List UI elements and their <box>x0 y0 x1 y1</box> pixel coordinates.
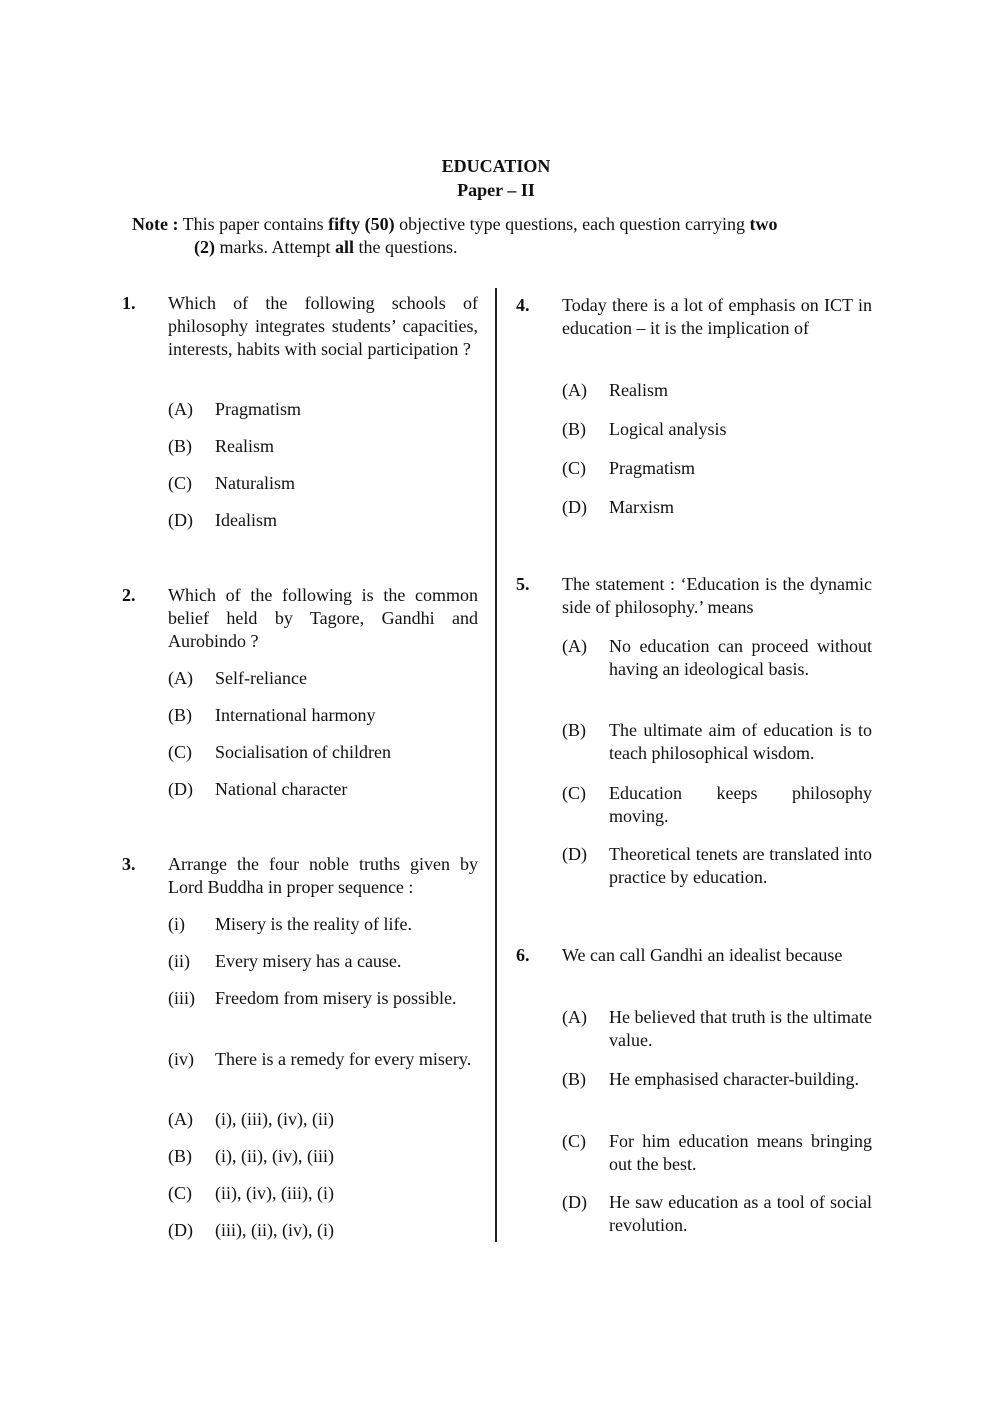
question-text: Which of the following is the common belief held by Tagore, Gandhi and Aurobindo ? <box>168 585 478 651</box>
question-number: 4. <box>516 295 530 315</box>
option-text: Logical analysis <box>609 419 727 439</box>
option-text: National character <box>215 779 348 799</box>
option-label: (D) <box>168 1220 193 1240</box>
question-text: The statement : ‘Education is the dynamic side of philosophy.’ means <box>562 574 872 617</box>
option-text: Education keeps philosophy moving. <box>609 783 872 826</box>
option-text: International harmony <box>215 705 376 725</box>
option-label: (C) <box>562 783 586 803</box>
option-label: (A) <box>562 380 587 400</box>
option-text: He saw education as a tool of social revolution. <box>609 1192 872 1235</box>
question-text: Arrange the four noble truths given by Lord Buddha in proper sequence : <box>168 854 478 897</box>
option-label: (B) <box>562 419 586 439</box>
note-bold: two <box>749 214 778 234</box>
item-label: (ii) <box>168 951 190 971</box>
question-number: 5. <box>516 574 530 594</box>
option-text: (i), (ii), (iv), (iii) <box>215 1146 334 1166</box>
option-text: Pragmatism <box>215 399 301 419</box>
note-label: Note : <box>132 214 179 234</box>
option-label: (C) <box>168 1183 192 1203</box>
option-label: (D) <box>168 510 193 530</box>
question-number: 2. <box>122 585 136 605</box>
option-text: Pragmatism <box>609 458 695 478</box>
item-text: Misery is the reality of life. <box>215 914 412 934</box>
option-label: (B) <box>168 705 192 725</box>
option-label: (A) <box>562 636 587 656</box>
note-bold: (2) <box>194 237 215 257</box>
option-label: (A) <box>562 1007 587 1027</box>
column-divider <box>495 288 497 1242</box>
note-bold: all <box>335 237 355 257</box>
option-text: (ii), (iv), (iii), (i) <box>215 1183 334 1203</box>
note-bold: fifty (50) <box>328 214 395 234</box>
option-label: (C) <box>168 473 192 493</box>
question-number: 1. <box>122 293 136 313</box>
option-text: Realism <box>215 436 274 456</box>
item-text: Every misery has a cause. <box>215 951 402 971</box>
question-text: We can call Gandhi an idealist because <box>562 945 843 965</box>
option-text: The ultimate aim of education is to teach philosophical wisdom. <box>609 720 872 763</box>
paper-title: Paper – II <box>457 180 535 200</box>
item-text: There is a remedy for every misery. <box>215 1049 472 1069</box>
option-text: Self-reliance <box>215 668 307 688</box>
option-label: (B) <box>168 436 192 456</box>
option-label: (D) <box>562 497 587 517</box>
option-label: (B) <box>562 720 586 740</box>
option-text: (i), (iii), (iv), (ii) <box>215 1109 334 1129</box>
option-text: (iii), (ii), (iv), (i) <box>215 1220 334 1240</box>
question-number: 6. <box>516 945 530 965</box>
note-text: marks. Attempt <box>215 237 335 257</box>
option-text: Marxism <box>609 497 674 517</box>
note-text: the questions. <box>354 237 458 257</box>
subject-title: EDUCATION <box>441 156 551 176</box>
option-label: (C) <box>562 458 586 478</box>
option-label: (C) <box>168 742 192 762</box>
option-label: (B) <box>562 1069 586 1089</box>
option-label: (D) <box>562 844 587 864</box>
option-label: (D) <box>168 779 193 799</box>
option-text: Realism <box>609 380 668 400</box>
question-text: Which of the following schools of philosophy integrates students’ capacities, interests, habits with social participation ? <box>168 293 478 359</box>
item-text: Freedom from misery is possible. <box>215 988 457 1008</box>
option-text: Theoretical tenets are translated into practice by education. <box>609 844 872 887</box>
option-text: No education can proceed without having an ideological basis. <box>609 636 872 679</box>
option-text: Idealism <box>215 510 277 530</box>
question-text: Today there is a lot of emphasis on ICT in education – it is the implication of <box>562 295 872 338</box>
option-label: (A) <box>168 668 193 688</box>
option-label: (D) <box>562 1192 587 1212</box>
note-text: This paper contains <box>182 214 329 234</box>
instructions-note <box>132 213 872 259</box>
option-text: For him education means bringing out the best. <box>609 1131 872 1174</box>
option-text: Naturalism <box>215 473 295 493</box>
item-label: (iii) <box>168 988 195 1008</box>
option-text: He believed that truth is the ultimate value. <box>609 1007 872 1050</box>
option-label: (A) <box>168 1109 193 1129</box>
option-label: (C) <box>562 1131 586 1151</box>
option-text: He emphasised character-building. <box>609 1069 860 1089</box>
question-number: 3. <box>122 854 136 874</box>
note-text: objective type questions, each question carrying <box>394 214 750 234</box>
option-label: (B) <box>168 1146 192 1166</box>
item-label: (iv) <box>168 1049 194 1069</box>
option-label: (A) <box>168 399 193 419</box>
item-label: (i) <box>168 914 185 934</box>
option-text: Socialisation of children <box>215 742 391 762</box>
